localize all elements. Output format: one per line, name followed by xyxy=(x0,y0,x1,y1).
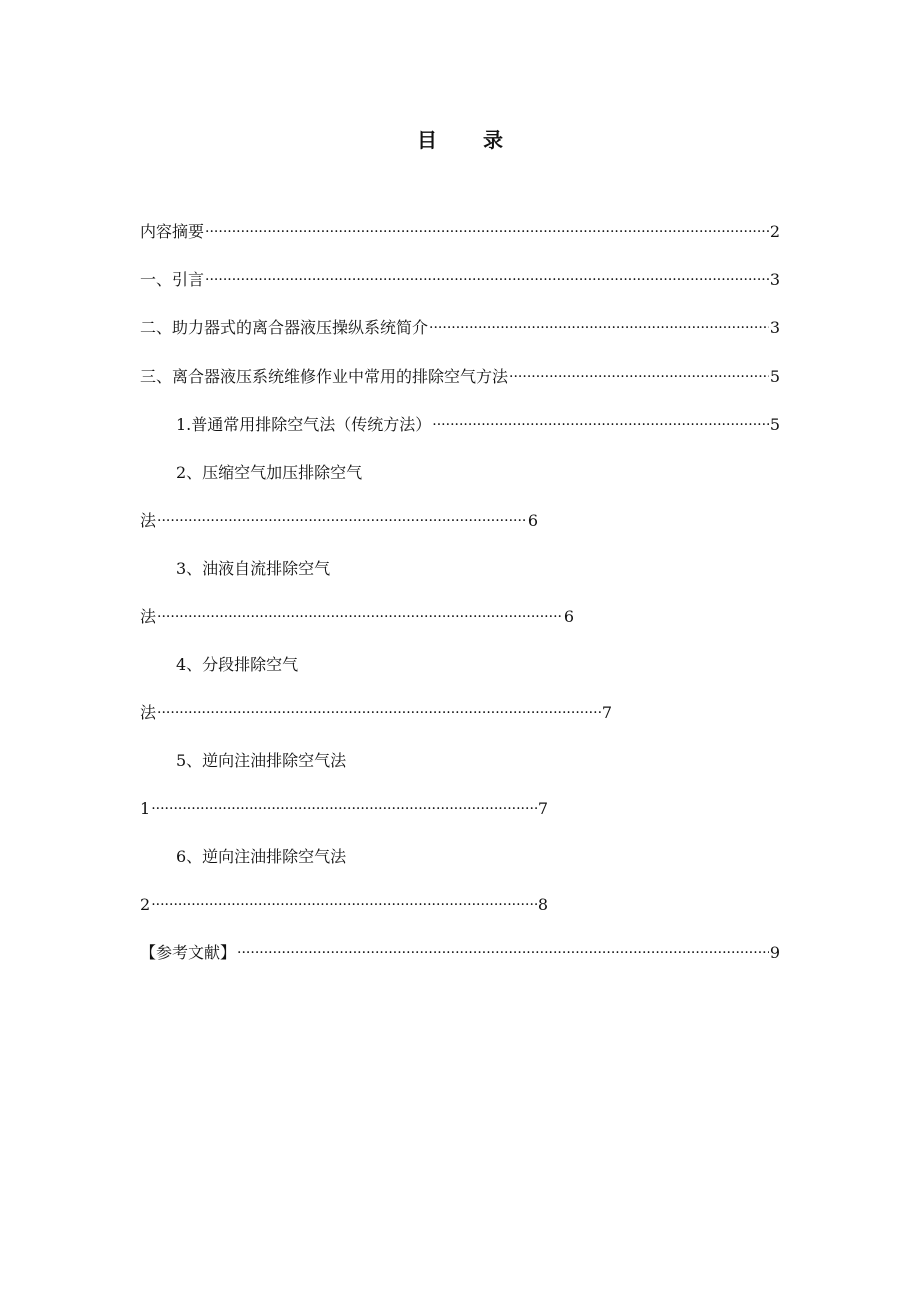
toc-entry-method-4[interactable] xyxy=(176,654,298,676)
toc-entry-label-cont: 法 xyxy=(140,511,157,530)
toc-entry-summary[interactable] xyxy=(140,221,780,243)
page-title xyxy=(0,124,920,153)
toc-entry-method-6-cont[interactable] xyxy=(140,894,548,916)
toc-entry-page: 5 xyxy=(769,367,780,386)
toc-entry-page: 7 xyxy=(601,703,612,722)
toc-entry-method-2[interactable] xyxy=(176,462,362,484)
toc-entry-page: 6 xyxy=(527,511,538,530)
toc-entry-label: 内容摘要 xyxy=(140,222,205,241)
title-char-2: 录 xyxy=(483,128,503,152)
toc-entry-method-3-cont[interactable] xyxy=(140,606,574,628)
toc-leader-dots xyxy=(151,894,537,916)
toc-leader-dots xyxy=(237,942,769,964)
toc-leader-dots xyxy=(157,606,563,628)
toc-leader-dots xyxy=(429,317,769,339)
toc-leader-dots xyxy=(157,510,527,532)
toc-entry-page: 2 xyxy=(769,222,780,241)
toc-entry-page: 3 xyxy=(769,270,780,289)
toc-entry-label-cont: 法 xyxy=(140,703,157,722)
toc-entry-introduction[interactable] xyxy=(140,269,780,291)
toc-leader-dots xyxy=(205,221,769,243)
toc-leader-dots xyxy=(157,702,601,724)
toc-entry-method-6[interactable] xyxy=(176,846,346,868)
toc-entry-label: 二、助力器式的离合器液压操纵系统简介 xyxy=(140,318,429,337)
toc-entry-label-cont: 法 xyxy=(140,607,157,626)
toc-entry-label: 三、离合器液压系统维修作业中常用的排除空气方法 xyxy=(140,367,509,386)
toc-entry-method-5[interactable] xyxy=(176,750,346,772)
toc-entry-label: 5、逆向注油排除空气法 xyxy=(176,751,347,770)
toc-entry-method-1[interactable] xyxy=(176,414,780,436)
toc-leader-dots xyxy=(205,269,769,291)
toc-leader-dots xyxy=(432,414,769,436)
toc-entry-page: 7 xyxy=(537,799,548,818)
toc-entry-section-2[interactable] xyxy=(140,317,780,339)
toc-entry-page: 5 xyxy=(769,415,780,434)
toc-entry-page: 8 xyxy=(537,895,548,914)
toc-entry-page: 9 xyxy=(769,943,780,962)
toc-entry-section-3[interactable] xyxy=(140,366,780,388)
toc-entry-method-5-cont[interactable] xyxy=(140,798,548,820)
toc-entry-references[interactable] xyxy=(140,942,780,964)
toc-leader-dots xyxy=(509,366,769,388)
toc-entry-label-cont: 2 xyxy=(140,895,151,914)
toc-entry-method-3[interactable] xyxy=(176,558,330,580)
toc-entry-label: 3、油液自流排除空气 xyxy=(176,559,331,578)
title-char-1: 目 xyxy=(417,128,437,152)
toc-entry-label: 2、压缩空气加压排除空气 xyxy=(176,463,363,482)
toc-entry-method-4-cont[interactable] xyxy=(140,702,612,724)
toc-leader-dots xyxy=(151,798,537,820)
toc-entry-label: 【参考文献】 xyxy=(140,943,237,962)
toc-entry-label: 1.普通常用排除空气法（传统方法） xyxy=(176,415,432,434)
toc-entry-label: 4、分段排除空气 xyxy=(176,655,299,674)
toc-entry-label-cont: 1 xyxy=(140,799,151,818)
toc-entry-page: 3 xyxy=(769,318,780,337)
toc-entry-page: 6 xyxy=(563,607,574,626)
toc-entry-label: 一、引言 xyxy=(140,270,205,289)
toc-entry-label: 6、逆向注油排除空气法 xyxy=(176,847,347,866)
toc-entry-method-2-cont[interactable] xyxy=(140,510,538,532)
